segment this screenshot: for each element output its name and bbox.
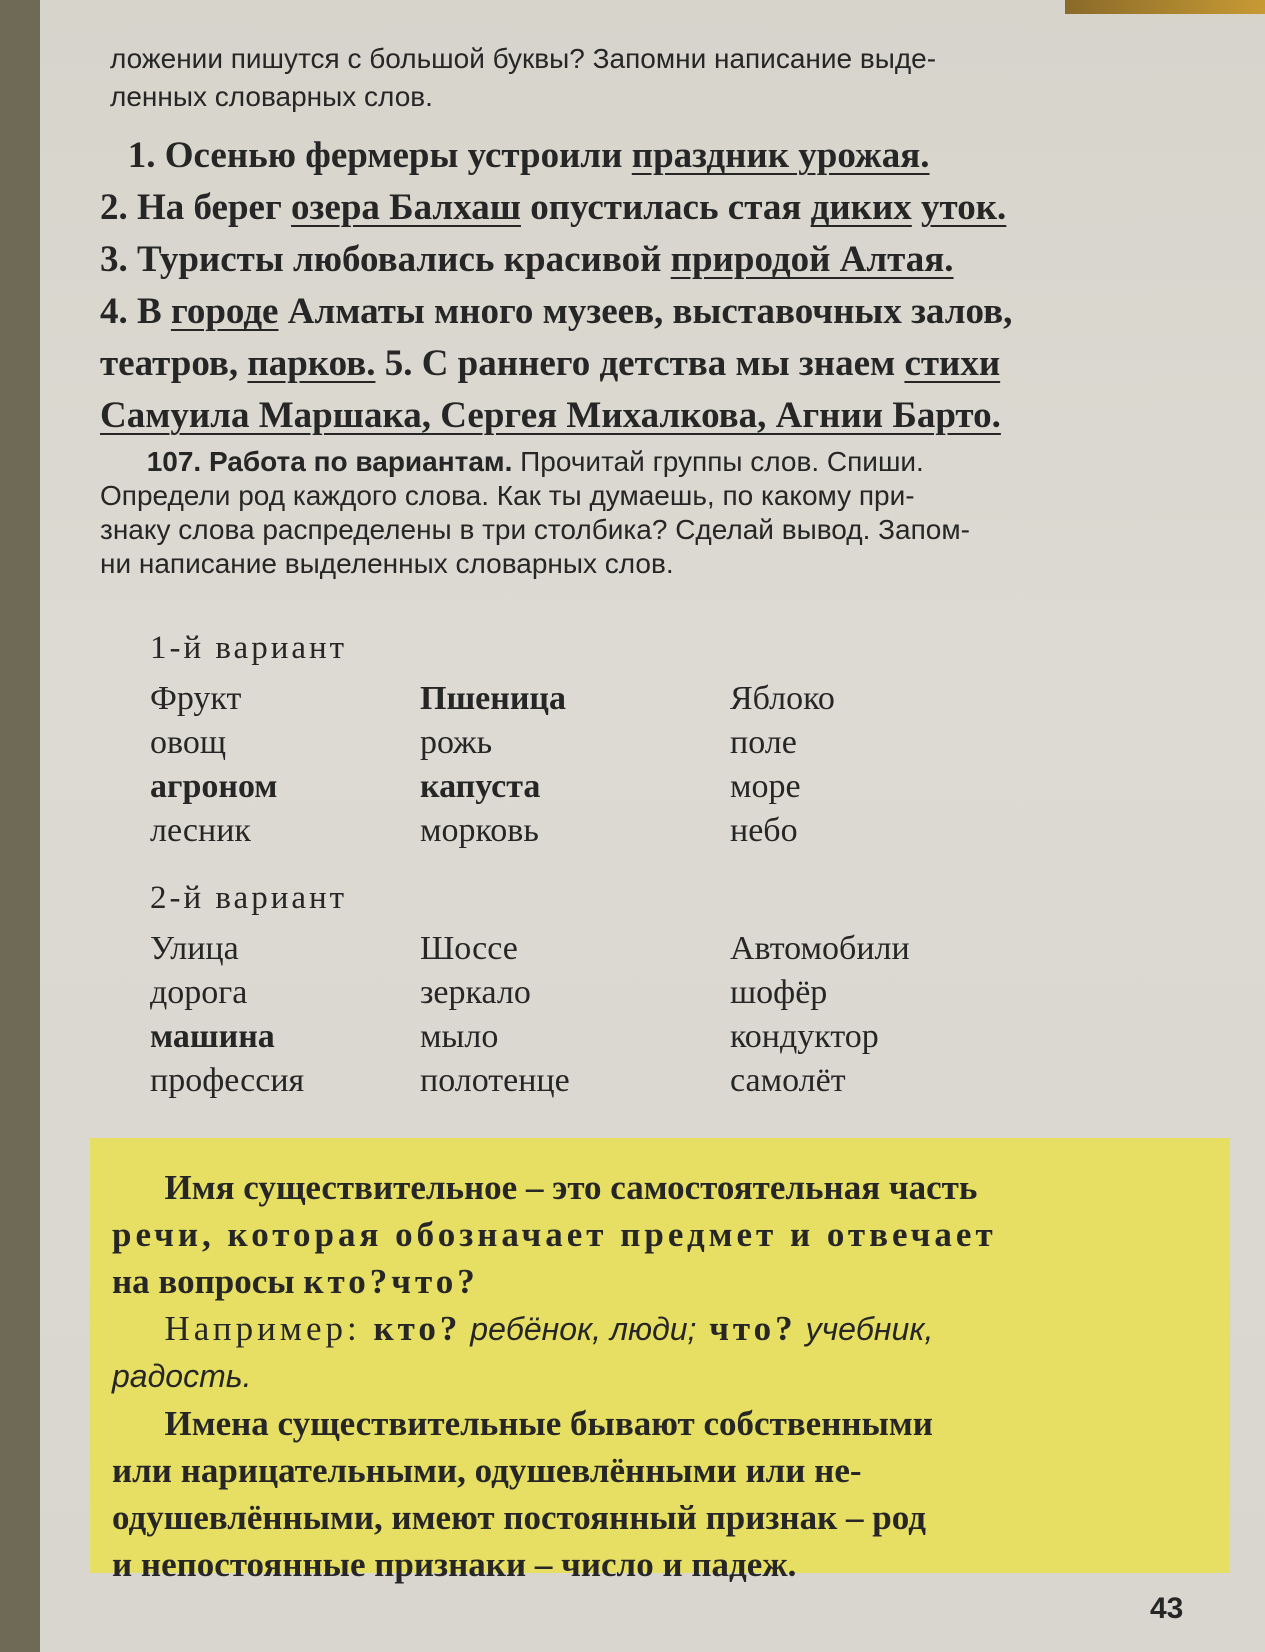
word-row — [150, 680, 1150, 724]
word-cell: профессия — [150, 1062, 305, 1099]
task-line-2: Определи род каждого слова. Как ты думаешь, по какому при- — [100, 480, 915, 511]
word-cell: шофёр — [730, 974, 828, 1011]
intro-text — [110, 40, 1200, 116]
word-cell-bold: машина — [150, 1018, 275, 1055]
sentence-line-3 — [100, 234, 1230, 286]
word-cell: лесник — [150, 812, 251, 849]
word-cell: поле — [730, 724, 797, 761]
word-row — [150, 974, 1150, 1018]
word-cell: овощ — [150, 724, 227, 761]
word-cell: дорога — [150, 974, 248, 1011]
word-row — [150, 930, 1150, 974]
word-cell: морковь — [420, 812, 539, 849]
underlined-word: озера Балхаш — [291, 187, 521, 228]
variant-2-table — [150, 930, 1150, 1106]
exercise-title: 107. Работа по вариантам. — [146, 446, 513, 477]
rule-box — [90, 1138, 1230, 1584]
text: Прочитай группы слов. Спиши. — [512, 446, 924, 477]
task-line-3: знаку слова распределены в три столбика? Сделай вывод. Запом- — [100, 514, 970, 545]
word-cell: Яблоко — [730, 680, 835, 717]
question-word: кто? — [373, 1309, 462, 1348]
word-cell-bold: капуста — [420, 768, 541, 805]
sentence-line-2 — [100, 182, 1230, 234]
word-cell-bold: Пшеница — [420, 680, 567, 717]
sentence-line-6 — [100, 390, 1230, 442]
word-cell: рожь — [420, 724, 493, 761]
page-corner-decoration — [1065, 0, 1265, 14]
rule-line: и непостоянные признаки – число и падеж. — [112, 1545, 797, 1584]
task-line-4: ни написание выделенных словарных слов. — [100, 548, 674, 579]
word-row — [150, 1062, 1150, 1106]
text: 5. С раннего детства мы знаем — [375, 343, 905, 384]
word-cell: Улица — [150, 930, 239, 967]
rule-line: речи, которая обозначает предмет и отвечает — [112, 1215, 997, 1254]
exercise-sentences — [100, 130, 1230, 442]
example-words: ребёнок, люди; — [461, 1311, 697, 1347]
task-line-1 — [100, 445, 1230, 479]
word-cell: самолёт — [730, 1062, 846, 1099]
rule-line: одушевлёнными, имеют постоянный признак – род — [112, 1498, 926, 1537]
text: 4. В — [100, 291, 171, 332]
word-row — [150, 768, 1150, 812]
variant-1-title: 1-й вариант — [150, 630, 348, 666]
word-cell: мыло — [420, 1018, 499, 1055]
rule-line — [112, 1400, 1212, 1447]
underlined-word: диких — [810, 187, 912, 228]
text: 2. На берег — [100, 187, 292, 228]
text: на вопросы — [112, 1262, 304, 1301]
word-row — [150, 1018, 1150, 1062]
word-row — [150, 724, 1150, 768]
word-cell: кондуктор — [730, 1018, 879, 1055]
example-words: учебник, — [796, 1311, 934, 1347]
sentence-line-1 — [100, 130, 1230, 182]
text: Имена существительные бывают собственными — [164, 1404, 933, 1443]
rule-text — [112, 1164, 1212, 1588]
text: Имя существительное – это самостоятельная часть — [164, 1168, 978, 1207]
word-cell: Фрукт — [150, 680, 242, 717]
text: 3. Туристы любовались красивой — [100, 239, 671, 280]
text: Алматы много музеев, выставочных залов, — [278, 291, 1013, 332]
page-number: 43 — [1150, 1592, 1184, 1625]
underlined-word: уток. — [921, 187, 1007, 228]
rule-line — [112, 1258, 1212, 1305]
word-row — [150, 812, 1150, 856]
text: опустилась стая — [520, 187, 811, 228]
word-cell: Шоссе — [420, 930, 518, 967]
intro-line: ленных словарных слов. — [110, 81, 433, 112]
word-cell-bold: агроном — [150, 768, 278, 805]
word-cell: море — [730, 768, 801, 805]
text: Например: — [164, 1309, 374, 1348]
intro-line: ложении пишутся с большой буквы? Запомни написание выде- — [110, 43, 937, 74]
question-word: что? — [696, 1309, 797, 1348]
text — [912, 187, 921, 228]
text: 1. Осенью фермеры устроили — [127, 135, 632, 176]
text: театров, — [100, 343, 248, 384]
word-cell: небо — [730, 812, 798, 849]
sentence-line-5 — [100, 338, 1230, 390]
underlined-word: Самуила Маршака, Сергея Михалкова, Агнии Барто. — [100, 395, 1001, 436]
variant-1-table — [150, 680, 1150, 856]
underlined-word: городе — [170, 291, 279, 332]
rule-example-line — [112, 1305, 1212, 1353]
word-cell: Автомобили — [730, 930, 910, 967]
sentence-line-4 — [100, 286, 1230, 338]
rule-line: или нарицательными, одушевлёнными или не- — [112, 1451, 862, 1490]
question-words: кто?что? — [303, 1262, 479, 1301]
rule-line — [112, 1164, 1212, 1211]
underlined-word: праздник урожая. — [631, 135, 930, 176]
word-cell: полотенце — [420, 1062, 570, 1099]
underlined-word: стихи — [904, 343, 1001, 384]
underlined-word: парков. — [247, 343, 376, 384]
textbook-page — [40, 0, 1265, 1652]
rule-example-line: радость. — [112, 1358, 252, 1394]
variant-2-title: 2-й вариант — [150, 880, 348, 916]
exercise-107-instructions — [100, 445, 1230, 581]
word-cell: зеркало — [420, 974, 531, 1011]
underlined-word: природой Алтая. — [670, 239, 954, 280]
